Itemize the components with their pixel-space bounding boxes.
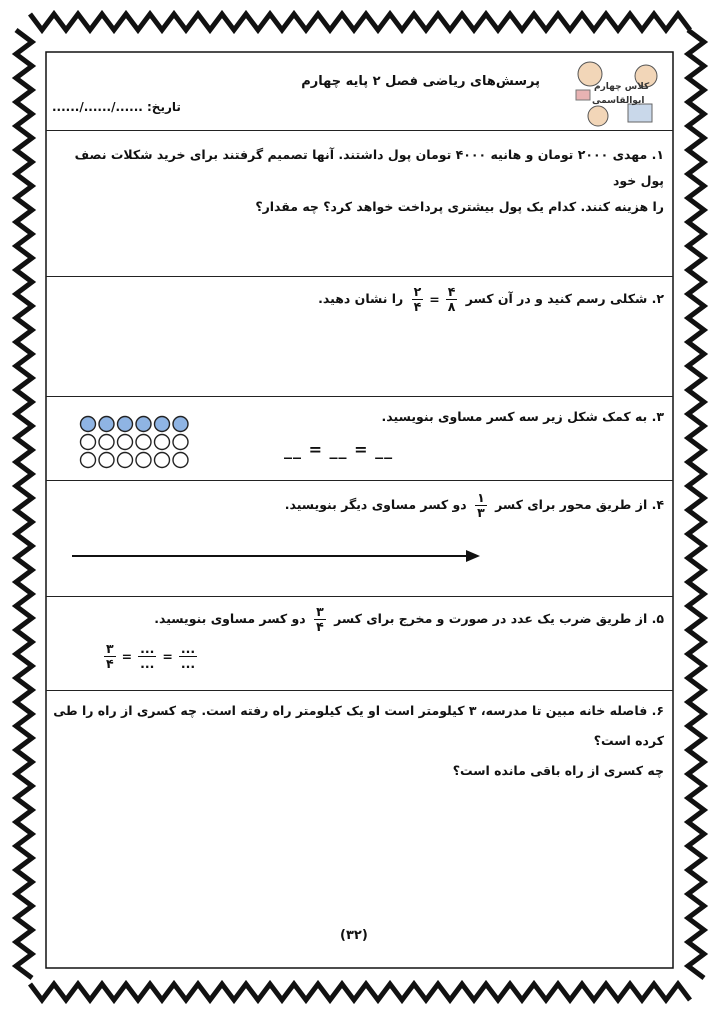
empty-circle [136,435,151,450]
empty-circle [155,435,170,450]
empty-circle [81,435,96,450]
shaded-circle [81,417,96,432]
empty-circle [81,453,96,468]
empty-circle [118,435,133,450]
empty-circle [99,453,114,468]
question-4 [285,490,664,520]
fraction-four-eighths: $\frac{۴}{۸}$ [447,284,456,314]
blank-fraction: $\frac{...}{...}$ [140,641,155,671]
page-number: (۳۲) [340,928,368,943]
answer-blanks: __ = __ = __ [284,440,394,459]
question-1 [50,142,664,220]
circle-grid [78,414,198,474]
question-3: ۳. به کمک شکل زیر سه کسر مساوی بنویسید. [381,409,664,424]
question-6-line-2: چه کسری از راه باقی مانده است؟ [452,763,664,778]
shaded-circle [173,417,188,432]
equals-sign: = [121,649,133,664]
empty-circle [99,435,114,450]
question-1-line-2: را هزینه کنند. کدام یک پول بیشتری پرداخت خواهد کرد؟ چه مقدار؟ [255,199,664,214]
equivalent-fraction-blanks [100,642,201,671]
question-6-line-1: ۶. فاصله خانه مبین تا مدرسه، ۳ کیلومتر است او یک کیلومتر راه رفته است. چه کسری از راه را طی کرده است؟ [53,703,664,748]
divider [46,130,673,131]
empty-circle [173,453,188,468]
logo-text-teacher: ابوالقاسمی [592,96,645,106]
question-2-text: ۲. شکلی رسم کنید و در آن کسر [465,291,664,306]
shaded-circle [136,417,151,432]
equals-sign: = [162,649,173,664]
question-4-text: ۴. از طریق محور برای کسر [495,497,664,512]
shaded-circle [155,417,170,432]
worksheet-title: پرسش‌های ریاضی فصل ۲ پایه چهارم [301,74,540,89]
divider [46,396,673,397]
fraction-three-fourths: $\frac{۳}{۴}$ [316,604,324,634]
question-2 [318,284,664,315]
divider [46,596,673,597]
empty-circle [118,453,133,468]
shaded-circle [118,417,133,432]
question-5-text: ۵. از طریق ضرب یک عدد در صورت و مخرج برای کسر [334,611,664,626]
empty-circle [136,453,151,468]
divider [46,690,673,691]
divider [46,480,673,481]
blank-fraction: $\frac{...}{...}$ [180,641,196,671]
question-2-text-end: را نشان دهید. [318,291,404,306]
class-logo [568,54,668,132]
fraction-three-fourths-answer: $\frac{۳}{۴}$ [106,641,114,671]
equals-sign: = [429,291,440,307]
logo-text-class: کلاس چهارم [594,82,650,92]
date-field: تاریخ: ....../....../...... [52,100,181,114]
question-4-text-end: دو کسر مساوی دیگر بنویسید. [284,497,467,512]
shaded-circle [99,417,114,432]
question-5 [154,604,664,634]
question-1-line-1: ۱. مهدی ۲۰۰۰ تومان و هانیه ۴۰۰۰ تومان پول داشتند. آنها تصمیم گرفتند برای خرید شکلات نصف پول خود [74,147,664,188]
divider [46,276,673,277]
fraction-one-third: $\frac{۱}{۳}$ [477,490,485,520]
empty-circle [173,435,188,450]
fraction-two-fourths: $\frac{۲}{۴}$ [413,284,422,314]
empty-circle [155,453,170,468]
question-5-text-end: دو کسر مساوی بنویسید. [154,611,306,626]
question-6 [50,696,664,786]
number-line-arrow [68,548,488,564]
